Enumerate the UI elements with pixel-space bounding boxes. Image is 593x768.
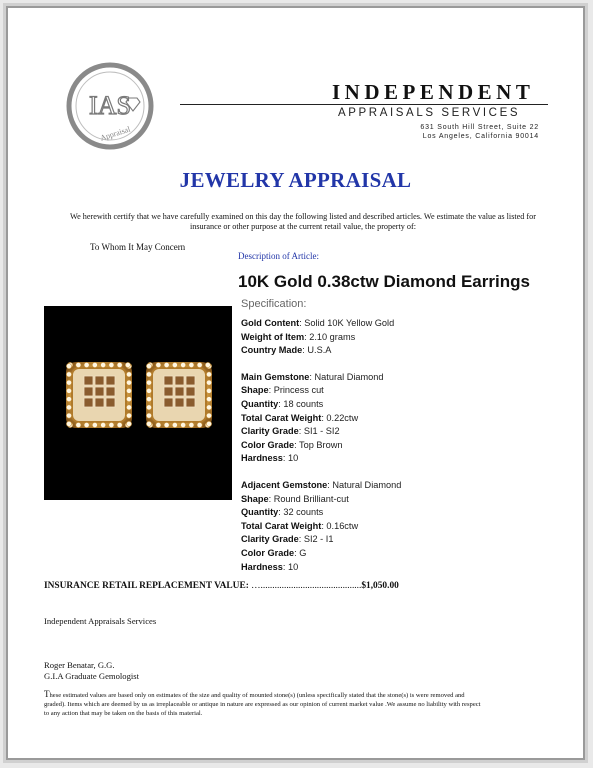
spec-value: Natural Diamond — [332, 479, 402, 490]
appraisal-certificate — [6, 6, 585, 760]
diamond-stone — [146, 388, 151, 393]
diamond-stone — [181, 422, 186, 427]
diamond-stone — [206, 421, 211, 426]
diamond-stone — [146, 405, 151, 410]
spec-key: Adjacent Gemstone — [241, 479, 328, 490]
property-owner: To Whom It May Concern — [90, 242, 186, 252]
diamond-stone — [125, 362, 130, 367]
address-line-2: Los Angeles, California 90014 — [422, 133, 539, 140]
spec-separator: : — [321, 412, 327, 423]
spec-separator: : — [294, 439, 300, 450]
spec-separator: : — [309, 371, 315, 382]
issuer-name: Independent Appraisals Services — [44, 616, 157, 626]
diamond-stone — [172, 362, 177, 367]
diamond-stone — [84, 362, 89, 367]
diamond-stone — [76, 362, 81, 367]
spec-separator: : — [294, 547, 300, 558]
ias-logo — [66, 62, 154, 150]
spec-key: Gold Content — [241, 318, 300, 328]
disclaimer-initial: T — [44, 689, 50, 699]
disclaimer — [44, 690, 484, 718]
spec-row — [241, 520, 401, 534]
spec-row — [241, 479, 401, 493]
spec-separator: : — [321, 520, 327, 531]
diamond-stone — [126, 421, 131, 426]
spec-group — [241, 317, 401, 358]
diamond-stone — [146, 397, 151, 402]
company-subtitle: APPRAISALS SERVICES — [338, 107, 521, 119]
description-label: Description of Article: — [238, 251, 319, 261]
diamond-stone — [164, 422, 169, 427]
spec-key: Color Grade — [241, 439, 295, 450]
spec-separator: : — [268, 493, 274, 504]
specification-label: Specification: — [241, 298, 307, 310]
spec-separator: : — [327, 479, 333, 490]
spec-value: SI1 - SI2 — [303, 426, 340, 437]
diamond-stone — [146, 421, 151, 426]
diamond-stone — [164, 362, 169, 367]
address-line-1: 631 South Hill Street, Suite 22 — [420, 124, 539, 131]
spec-key: Shape — [241, 493, 269, 504]
diamond-stone — [197, 362, 202, 367]
spec-row — [241, 452, 401, 466]
diamond-stone — [66, 405, 71, 410]
spec-row — [241, 371, 401, 385]
diamond-stone — [117, 362, 122, 367]
diamond-stone — [76, 422, 81, 427]
diamond-stone — [126, 397, 131, 402]
diamond-stone — [109, 422, 114, 427]
value-label: INSURANCE RETAIL REPLACEMENT VALUE: — [44, 581, 249, 591]
spec-row — [241, 439, 401, 453]
spec-separator: : — [299, 318, 305, 328]
diamond-stone — [66, 372, 71, 377]
diamond-stone — [205, 362, 210, 367]
spec-separator: : — [268, 385, 274, 396]
diamond-stone — [117, 422, 122, 427]
spec-key: Clarity Grade — [241, 534, 299, 545]
diamond-stone — [92, 422, 97, 427]
spec-value: Round Brilliant-cut — [273, 493, 349, 504]
logo-letters: IAS — [89, 91, 131, 120]
diamond-stone — [109, 362, 114, 367]
diamond-stone — [126, 388, 131, 393]
spec-value: 32 counts — [283, 507, 324, 518]
diamond-stone — [126, 413, 131, 418]
spec-row — [241, 547, 401, 561]
diamond-stone — [126, 405, 131, 410]
spec-separator: : — [298, 426, 304, 437]
spec-row — [241, 344, 401, 358]
spec-value: U.S.A — [307, 345, 332, 356]
value-dots: …........................................... — [251, 581, 362, 591]
diamond-stone — [206, 405, 211, 410]
earrings-photo — [44, 306, 232, 500]
spec-separator: : — [278, 398, 284, 409]
diamond-stone — [66, 380, 71, 385]
insurance-value-line — [44, 581, 399, 591]
diamond-stone — [66, 413, 71, 418]
spec-value: 18 counts — [283, 398, 324, 409]
spec-key: Shape — [241, 385, 269, 396]
spec-separator: : — [304, 331, 310, 342]
spec-value: Natural Diamond — [314, 371, 384, 382]
diamond-stone — [66, 397, 71, 402]
spec-value: 10 — [287, 561, 299, 572]
spec-key: Total Carat Weight — [241, 520, 322, 531]
spec-value: 2.10 grams — [309, 331, 356, 342]
diamond-stone — [126, 380, 131, 385]
diamond-stone — [206, 380, 211, 385]
diamond-stone — [156, 362, 161, 367]
diamond-stone — [146, 413, 151, 418]
spec-key: Quantity — [241, 398, 279, 409]
spec-key: Quantity — [241, 507, 279, 518]
diamond-stone — [206, 413, 211, 418]
article-title: 10K Gold 0.38ctw Diamond Earrings — [238, 272, 530, 291]
spec-row — [241, 425, 401, 439]
diamond-stone — [84, 422, 89, 427]
spec-value: 0.22ctw — [326, 412, 359, 423]
disclaimer-text: hese estimated values are based only on estimates of the size and quality of mounted stone(s) (unless specifically stated that the stone(s) is were removed and graded). Items which are deemed by us as irreplaceable or antique in nature are expressed as our opinion of current market value .We assume no liability with respect to any action that may be taken on the basis of this material. — [44, 692, 481, 717]
diamond-stone — [66, 388, 71, 393]
diamond-stone — [206, 372, 211, 377]
diamond-stone — [181, 362, 186, 367]
header-divider — [180, 104, 548, 105]
diamond-stone — [92, 362, 97, 367]
spec-separator: : — [298, 534, 304, 545]
spec-value: G — [299, 547, 307, 558]
spec-key: Main Gemstone — [241, 371, 310, 382]
diamond-stone — [146, 380, 151, 385]
spec-key: Hardness — [241, 453, 283, 464]
logo-ring-text: Appraisal — [99, 124, 132, 143]
signer-title: G.I.A Graduate Gemologist — [44, 671, 139, 681]
diamond-stone — [146, 364, 151, 369]
diamond-stone — [189, 362, 194, 367]
spec-separator: : — [282, 561, 288, 572]
spec-row — [241, 506, 401, 520]
specification-list — [241, 317, 401, 587]
company-name: INDEPENDENT — [332, 80, 535, 104]
spec-row — [241, 331, 401, 345]
spec-row — [241, 493, 401, 507]
spec-row — [241, 561, 401, 575]
spec-key: Hardness — [241, 561, 283, 572]
spec-key: Country Made — [241, 345, 303, 356]
spec-key: Color Grade — [241, 547, 295, 558]
diamond-stone — [66, 364, 71, 369]
certification-text: We herewith certify that we have carefully examined on this day the following listed and described articles. We estimate the value as listed for insurance or other purpose at the current retail value, the property of: — [70, 212, 536, 231]
value-amount: $1,050.00 — [361, 581, 399, 591]
spec-value: Princess cut — [273, 385, 324, 396]
diamond-stone — [126, 372, 131, 377]
document-title: JEWELRY APPRAISAL — [179, 168, 412, 192]
spec-value: Solid 10K Yellow Gold — [304, 318, 395, 328]
spec-row — [241, 533, 401, 547]
spec-key: Total Carat Weight — [241, 412, 322, 423]
diamond-stone — [101, 422, 106, 427]
spec-value: Top Brown — [299, 439, 343, 450]
spec-value: SI2 - I1 — [303, 534, 334, 545]
spec-separator: : — [282, 453, 288, 464]
earring-left — [66, 362, 132, 428]
spec-group — [241, 371, 401, 466]
diamond-stone — [189, 422, 194, 427]
spec-separator: : — [278, 507, 284, 518]
diamond-stone — [146, 372, 151, 377]
diamond-stone — [156, 422, 161, 427]
diamond-stone — [197, 422, 202, 427]
earring-right — [146, 362, 212, 428]
spec-key: Clarity Grade — [241, 426, 299, 437]
spec-row — [241, 384, 401, 398]
diamond-stone — [101, 362, 106, 367]
spec-row — [241, 412, 401, 426]
spec-key: Weight of Item — [241, 331, 305, 342]
spec-group — [241, 479, 401, 574]
spec-value: 0.16ctw — [326, 520, 359, 531]
spec-separator: : — [302, 345, 308, 356]
diamond-stone — [66, 421, 71, 426]
diamond-stone — [206, 388, 211, 393]
spec-row — [241, 398, 401, 412]
diamond-stone — [206, 397, 211, 402]
spec-value: 10 — [287, 453, 299, 464]
spec-row — [241, 317, 401, 331]
diamond-stone — [172, 422, 177, 427]
signer-name: Roger Benatar, G.G. — [44, 660, 115, 670]
